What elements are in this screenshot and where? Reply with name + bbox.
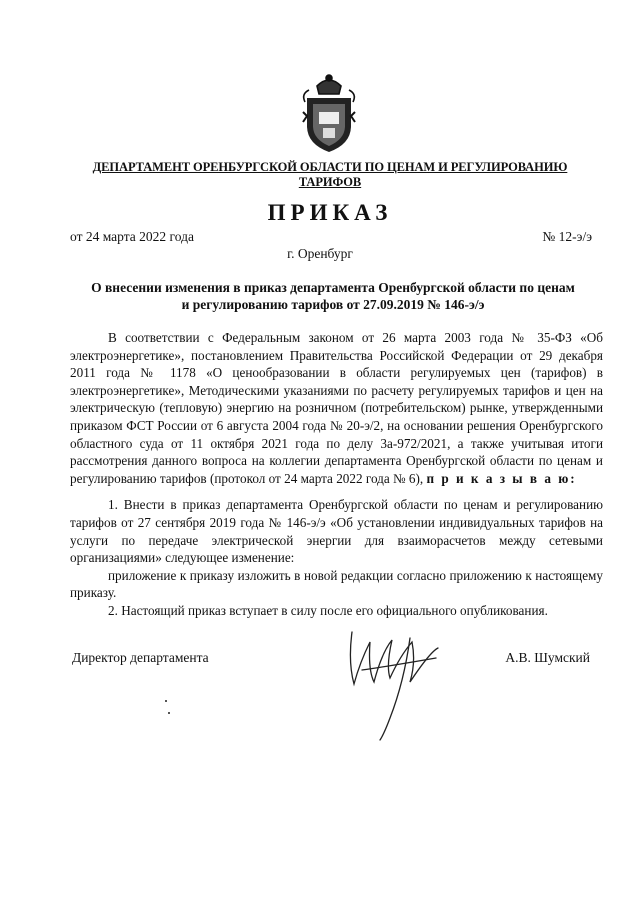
director-position: Директор департамента	[72, 650, 209, 665]
order-date: от 24 марта 2022 года	[70, 229, 194, 244]
preamble-text: В соответствии с Федеральным законом от 26 марта 2003 года № 35-ФЗ «Об электроэнергетике», постановлением Правительства Российской Федерации от 29 декабря 2011 года № 1178 «О ценообразовании в области регулируемых цен (тарифов) в электроэнергетике», Методическими указаниями по расчету регулируемых тарифов и цен на электрическую (тепловую) энергию на розничном (потребительском) рынке, утвержденными приказом ФСТ России от 6 августа 2004 года № 20-э/2, на основании решения Оренбургского областного суда от 11 октября 2021 года по делу 3а-972/2021, а также учитывая итоги рассмотрения данного вопроса на коллегии департамента Оренбургской области по ценам и регулированию тарифов (протокол от 24 марта 2022 года № 6),	[70, 330, 603, 486]
issue-city: г. Оренбург	[287, 246, 353, 261]
order-word: п р и к а з ы в а ю:	[426, 470, 577, 486]
subject-line-1: О внесении изменения в приказ департамента Оренбургской области по ценам	[91, 280, 575, 295]
order-subject	[70, 279, 596, 313]
signer-name: А.В. Шумский	[505, 650, 590, 665]
subject-line-2: и регулированию тарифов от 27.09.2019 № 146-э/э	[181, 297, 485, 312]
document-type-title: ПРИКАЗ	[267, 200, 393, 225]
item-1-detail-paragraph: приложение к приказу изложить в новой редакции согласно приложению к настоящему приказу.	[70, 567, 603, 601]
preamble-paragraph	[70, 329, 603, 487]
scan-speck	[168, 712, 170, 714]
item-1-paragraph: 1. Внести в приказ департамента Оренбургской области по ценам и регулированию тарифов от 27 сентября 2019 года № 146-э/э «Об установлении индивидуальных тарифов на услуги по передаче электрической энергии для взаиморасчетов между сетевыми организациями» следующее изменение:	[70, 497, 603, 566]
handwritten-signature	[340, 622, 450, 742]
coat-of-arms-emblem	[299, 72, 359, 156]
scan-speck	[165, 700, 167, 702]
department-name: ДЕПАРТАМЕНТ ОРЕНБУРГСКОЙ ОБЛАСТИ ПО ЦЕНАМ И РЕГУЛИРОВАНИЮ ТАРИФОВ	[92, 160, 568, 189]
order-body	[70, 329, 603, 620]
item-2-paragraph: 2. Настоящий приказ вступает в силу после его официального опубликования.	[108, 602, 548, 618]
order-number: № 12-э/э	[542, 229, 592, 244]
